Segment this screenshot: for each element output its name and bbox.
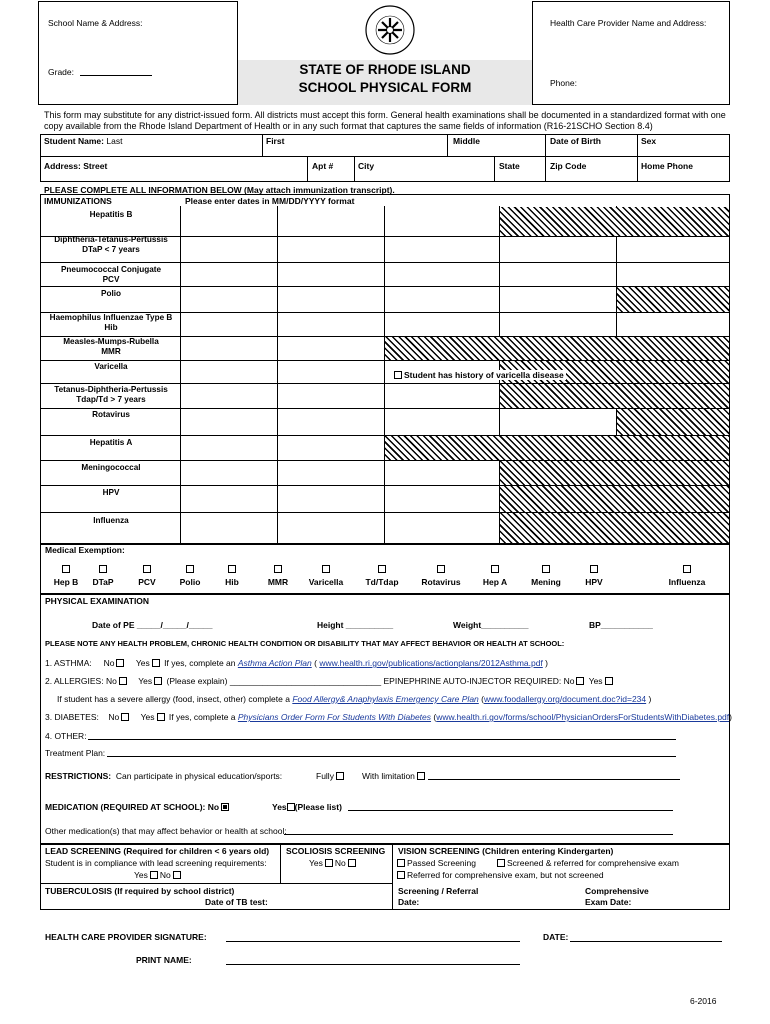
asthma-yes-checkbox[interactable] xyxy=(152,659,160,667)
form-version: 6-2016 xyxy=(690,996,717,1006)
food-allergy-url[interactable]: www.foodallergy.org/document.doc?id=234 xyxy=(483,694,647,704)
vaccine-hepb: Hepatitis B xyxy=(89,210,133,219)
diabetes-yes-checkbox[interactable] xyxy=(157,713,165,721)
weight-field[interactable]: Weight__________ xyxy=(453,620,529,630)
middle-name-field[interactable]: Middle xyxy=(453,136,480,146)
unavailable-cell xyxy=(385,336,729,360)
exempt-rotavirus[interactable]: Rotavirus xyxy=(411,565,471,587)
asthma-url[interactable]: www.health.ri.gov/publications/actionplans/2012Asthma.pdf xyxy=(319,658,543,668)
food-allergy-plan-link[interactable]: Food Allergy& Anaphylaxis Emergency Care Plan xyxy=(292,694,479,704)
school-box xyxy=(38,1,238,105)
exam-date-field[interactable]: Exam Date: xyxy=(585,897,632,907)
vaccine-hib: Haemophilus Influenzae Type B Hib xyxy=(49,313,173,332)
grade-field[interactable] xyxy=(80,67,152,76)
apt-field[interactable]: Apt # xyxy=(312,161,334,171)
exempt-hepb[interactable]: Hep B xyxy=(36,565,96,587)
vision-screened-referred-checkbox[interactable] xyxy=(497,859,505,867)
vision-title: VISION SCREENING (Children entering Kindergarten) xyxy=(398,846,614,856)
home-phone-field[interactable]: Home Phone xyxy=(641,161,693,171)
scoliosis-options: Yes No xyxy=(309,858,358,868)
medication-yes-checkbox[interactable] xyxy=(287,803,295,811)
exempt-pcv[interactable]: PCV xyxy=(117,565,177,587)
asthma-row: 1. ASTHMA: No Yes If yes, complete an Asthma Action Plan ( www.health.ri.gov/publications/actionplans/2012Asthma.pdf ) xyxy=(45,658,549,668)
medication-row: MEDICATION (REQUIRED AT SCHOOL): No xyxy=(45,802,231,812)
exempt-influenza[interactable]: Influenza xyxy=(657,565,717,587)
sex-field[interactable]: Sex xyxy=(641,136,657,146)
date-of-pe[interactable]: Date of PE _____/_____/_____ xyxy=(92,620,213,630)
student-name-field[interactable]: Student Name: Last xyxy=(44,136,123,146)
lead-no-checkbox[interactable] xyxy=(173,871,181,879)
print-name-field[interactable] xyxy=(226,955,520,965)
scoliosis-title: SCOLIOSIS SCREENING xyxy=(286,846,386,856)
unavailable-cell xyxy=(500,513,729,543)
exempt-varicella[interactable]: Varicella xyxy=(296,565,356,587)
vaccine-tdap: Tetanus-Diphtheria-Pertussis Tdap/Td > 7 years xyxy=(54,385,168,404)
vision-referred-checkbox[interactable] xyxy=(397,871,405,879)
tb-title: TUBERCULOSIS (If required by school district) xyxy=(45,886,235,896)
form-title-line1: STATE OF RHODE ISLAND xyxy=(299,62,471,77)
limitation-checkbox[interactable] xyxy=(417,772,425,780)
diabetes-url[interactable]: www.health.ri.gov/forms/school/PhysicianOrdersForStudentsWithDiabetes.pdf xyxy=(436,712,730,722)
allergies-yes-checkbox[interactable] xyxy=(154,677,162,685)
unavailable-cell xyxy=(500,486,729,512)
allergies-row: 2. ALLERGIES: No Yes (Please explain) ________________________________ EPINEPHRINE AUTO-INJECTOR REQUIRED: No Yes xyxy=(45,676,615,686)
medication-list-field[interactable] xyxy=(348,802,673,811)
height-field[interactable]: Height __________ xyxy=(317,620,394,630)
restrictions-row: RESTRICTIONS: Can participate in physical education/sports: xyxy=(45,771,283,781)
phone-label: Phone: xyxy=(550,78,577,88)
asthma-action-plan-link[interactable]: Asthma Action Plan xyxy=(237,658,312,668)
diabetes-form-link[interactable]: Physicians Order Form For Students With Diabetes xyxy=(237,712,432,722)
unavailable-cell xyxy=(500,461,729,485)
other-label: 4. OTHER: xyxy=(45,731,87,741)
lead-options: Yes No xyxy=(134,870,183,880)
vision-referred-not-screened[interactable]: Referred for comprehensive exam, but not screened xyxy=(395,870,604,880)
medication-no-checkbox[interactable] xyxy=(221,803,229,811)
varicella-history[interactable]: Student has history of varicella disease xyxy=(390,370,566,380)
limitation-field[interactable] xyxy=(428,771,680,780)
treatment-field[interactable] xyxy=(107,748,676,757)
immunization-instruction: PLEASE COMPLETE ALL INFORMATION BELOW (May attach immunization transcript). xyxy=(44,185,395,195)
lead-yes-checkbox[interactable] xyxy=(150,871,158,879)
vision-passed[interactable]: Passed Screening xyxy=(395,858,476,868)
exempt-dtap[interactable]: DTaP xyxy=(73,565,133,587)
vaccine-hepa: Hepatitis A xyxy=(89,438,133,447)
allergies-no-checkbox[interactable] xyxy=(119,677,127,685)
vaccine-hpv: HPV xyxy=(102,488,120,497)
provider-label: Health Care Provider Name and Address: xyxy=(550,18,707,28)
signature-date-field[interactable] xyxy=(570,932,722,942)
unavailable-cell xyxy=(617,409,729,435)
dob-field[interactable]: Date of Birth xyxy=(550,136,601,146)
scoliosis-no-checkbox[interactable] xyxy=(348,859,356,867)
print-name-label: PRINT NAME: xyxy=(136,955,192,965)
exempt-mmr[interactable]: MMR xyxy=(248,565,308,587)
other-field[interactable] xyxy=(88,731,676,740)
exempt-polio[interactable]: Polio xyxy=(160,565,220,587)
lead-title: LEAD SCREENING (Required for children < 6 years old) xyxy=(45,846,270,856)
vision-passed-checkbox[interactable] xyxy=(397,859,405,867)
ri-health-seal xyxy=(364,4,416,56)
treatment-label: Treatment Plan: xyxy=(45,748,106,758)
epi-no-checkbox[interactable] xyxy=(576,677,584,685)
tb-date[interactable]: Date of TB test: xyxy=(205,897,268,907)
signature-label: HEALTH CARE PROVIDER SIGNATURE: xyxy=(45,932,207,942)
immunizations-title: IMMUNIZATIONS xyxy=(44,196,112,206)
fully-checkbox[interactable] xyxy=(336,772,344,780)
date-format-note: Please enter dates in MM/DD/YYYY format xyxy=(185,196,355,206)
limitation-option[interactable]: With limitation xyxy=(362,771,427,781)
vaccine-polio: Polio xyxy=(100,289,121,298)
other-medication-label: Other medication(s) that may affect behavior or health at school: xyxy=(45,826,287,836)
street-field[interactable]: Address: Street xyxy=(44,161,108,171)
unavailable-cell xyxy=(385,436,729,460)
vaccine-varicella: Varicella xyxy=(94,362,128,371)
vaccine-pcv: Pneumococcal Conjugate PCV xyxy=(60,265,162,284)
unavailable-cell xyxy=(500,207,729,236)
signature-date-label: DATE: xyxy=(543,932,569,942)
bp-field[interactable]: BP___________ xyxy=(589,620,653,630)
asthma-no-checkbox[interactable] xyxy=(116,659,124,667)
epi-yes-checkbox[interactable] xyxy=(605,677,613,685)
diabetes-no-checkbox[interactable] xyxy=(121,713,129,721)
intro-text: This form may substitute for any district-issued form. All districts must accept this form. General health examinations shall be documented in a standardized format with one copy available from the Rhode Island Department of Health or in any such format that captures the same fields of information (R16-21SCHO Section 8.4) xyxy=(44,110,726,131)
vaccine-influenza: Influenza xyxy=(93,516,129,525)
state-field[interactable]: State xyxy=(499,161,520,171)
severe-allergy-row: If student has a severe allergy (food, insect, other) complete a Food Allergy& Anaphylaxis Emergency Care Plan (www.foodallergy.org/document.doc?id=234 ) xyxy=(57,694,652,704)
city-field[interactable]: City xyxy=(358,161,375,171)
scoliosis-yes-checkbox[interactable] xyxy=(325,859,333,867)
screening-referral-label: Screening / Referral xyxy=(398,886,479,896)
unavailable-cell xyxy=(617,286,729,312)
student-info-grid xyxy=(40,134,730,182)
provider-box xyxy=(532,1,730,105)
fully-option[interactable]: Fully xyxy=(316,771,346,781)
exempt-tdap[interactable]: Td/Tdap xyxy=(352,565,412,587)
vaccine-rotavirus: Rotavirus xyxy=(92,410,130,419)
exempt-hpv[interactable]: HPV xyxy=(564,565,624,587)
health-problem-note: PLEASE NOTE ANY HEALTH PROBLEM, CHRONIC HEALTH CONDITION OR DISABILITY THAT MAY AFFECT BEHAVIOR OR HEALTH AT SCHOOL: xyxy=(45,639,565,648)
comprehensive-label: Comprehensive xyxy=(585,886,649,896)
grade-label: Grade: xyxy=(48,67,74,77)
form-title-line2: SCHOOL PHYSICAL FORM xyxy=(298,80,472,95)
other-medication-field[interactable] xyxy=(284,826,673,835)
school-label: School Name & Address: xyxy=(48,18,143,28)
vaccine-mmr: Measles-Mumps-Rubella MMR xyxy=(63,337,159,356)
medication-yes[interactable]: Yes (Please list) xyxy=(272,802,342,812)
exemption-title: Medical Exemption: xyxy=(45,545,125,555)
zip-field[interactable]: Zip Code xyxy=(550,161,587,171)
varicella-history-checkbox[interactable] xyxy=(394,371,402,379)
exempt-hepa[interactable]: Hep A xyxy=(465,565,525,587)
exempt-mening[interactable]: Mening xyxy=(516,565,576,587)
screening-date-field[interactable]: Date: xyxy=(398,897,420,907)
signature-field[interactable] xyxy=(226,932,520,942)
first-name-field[interactable]: First xyxy=(266,136,285,146)
diabetes-row: 3. DIABETES: No Yes If yes, complete a Physicians Order Form For Students With Diabetes (www.health.ri.gov/forms/school/PhysicianOrdersForStudentsWithDiabetes.pdf) xyxy=(45,712,732,722)
unavailable-cell xyxy=(500,384,729,408)
vision-screened-referred[interactable]: Screened & referred for comprehensive exam xyxy=(495,858,679,868)
vaccine-dtap: Diphtheria-Tetanus-Pertussis DTaP < 7 years xyxy=(54,235,168,254)
lead-text: Student is in compliance with lead screening requirements: xyxy=(45,858,267,868)
exempt-hib[interactable]: Hib xyxy=(202,565,262,587)
exam-title: PHYSICAL EXAMINATION xyxy=(45,596,150,606)
vaccine-meningococcal: Meningococcal xyxy=(81,463,141,472)
